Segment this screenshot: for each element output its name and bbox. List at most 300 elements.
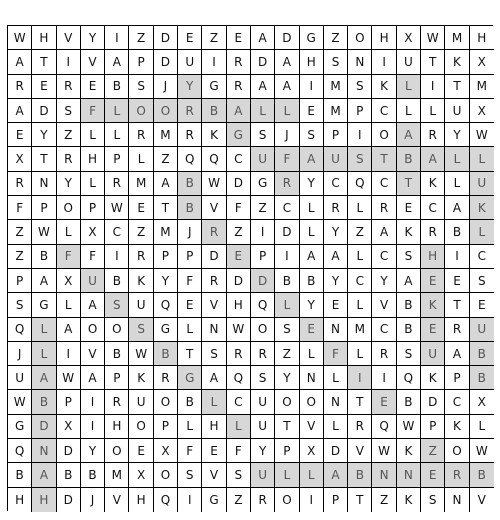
grid-cell[interactable]: I: [300, 488, 324, 512]
grid-cell[interactable]: Z: [202, 26, 226, 50]
grid-cell[interactable]: B: [470, 366, 494, 390]
grid-cell[interactable]: Y: [445, 123, 469, 147]
grid-cell[interactable]: O: [129, 415, 153, 439]
grid-cell[interactable]: T: [348, 488, 372, 512]
grid-cell[interactable]: P: [154, 245, 178, 269]
grid-cell[interactable]: R: [348, 415, 372, 439]
grid-cell[interactable]: L: [251, 99, 275, 123]
grid-cell[interactable]: T: [275, 415, 299, 439]
grid-cell[interactable]: O: [129, 99, 153, 123]
grid-cell[interactable]: H: [8, 488, 32, 512]
grid-cell[interactable]: V: [202, 293, 226, 317]
grid-cell[interactable]: A: [81, 293, 105, 317]
grid-cell[interactable]: N: [202, 318, 226, 342]
grid-cell[interactable]: I: [348, 123, 372, 147]
grid-cell[interactable]: Y: [324, 220, 348, 244]
grid-cell[interactable]: L: [105, 123, 129, 147]
grid-cell[interactable]: S: [348, 75, 372, 99]
grid-cell[interactable]: Q: [397, 366, 421, 390]
grid-cell[interactable]: X: [81, 220, 105, 244]
grid-cell[interactable]: E: [421, 318, 445, 342]
grid-cell[interactable]: R: [57, 75, 81, 99]
grid-cell[interactable]: A: [81, 366, 105, 390]
grid-cell[interactable]: Q: [372, 415, 396, 439]
grid-cell[interactable]: P: [324, 488, 348, 512]
grid-cell[interactable]: R: [324, 196, 348, 220]
grid-cell[interactable]: Q: [154, 488, 178, 512]
grid-cell[interactable]: F: [178, 439, 202, 463]
grid-cell[interactable]: B: [202, 99, 226, 123]
grid-cell[interactable]: C: [372, 172, 396, 196]
grid-cell[interactable]: M: [129, 172, 153, 196]
grid-cell[interactable]: E: [227, 245, 251, 269]
grid-cell[interactable]: H: [227, 293, 251, 317]
grid-cell[interactable]: V: [57, 26, 81, 50]
grid-cell[interactable]: H: [372, 26, 396, 50]
grid-cell[interactable]: A: [275, 50, 299, 74]
grid-cell[interactable]: Q: [348, 172, 372, 196]
grid-cell[interactable]: U: [445, 99, 469, 123]
grid-cell[interactable]: Z: [348, 220, 372, 244]
grid-cell[interactable]: A: [324, 463, 348, 487]
grid-cell[interactable]: E: [324, 293, 348, 317]
grid-cell[interactable]: E: [81, 75, 105, 99]
grid-cell[interactable]: Z: [57, 123, 81, 147]
grid-cell[interactable]: K: [470, 196, 494, 220]
grid-cell[interactable]: I: [445, 245, 469, 269]
grid-cell[interactable]: L: [421, 99, 445, 123]
grid-cell[interactable]: A: [32, 463, 56, 487]
grid-cell[interactable]: R: [202, 269, 226, 293]
grid-cell[interactable]: A: [397, 123, 421, 147]
grid-cell[interactable]: H: [202, 415, 226, 439]
grid-cell[interactable]: I: [81, 415, 105, 439]
grid-cell[interactable]: P: [81, 196, 105, 220]
grid-cell[interactable]: D: [275, 26, 299, 50]
grid-cell[interactable]: B: [470, 463, 494, 487]
grid-cell[interactable]: N: [348, 50, 372, 74]
grid-cell[interactable]: O: [275, 390, 299, 414]
grid-cell[interactable]: T: [421, 50, 445, 74]
grid-cell[interactable]: O: [105, 439, 129, 463]
grid-cell[interactable]: J: [81, 488, 105, 512]
grid-cell[interactable]: M: [470, 75, 494, 99]
grid-cell[interactable]: R: [8, 75, 32, 99]
grid-cell[interactable]: P: [32, 196, 56, 220]
grid-cell[interactable]: D: [227, 269, 251, 293]
grid-cell[interactable]: D: [421, 390, 445, 414]
grid-cell[interactable]: G: [202, 75, 226, 99]
grid-cell[interactable]: M: [154, 123, 178, 147]
grid-cell[interactable]: J: [275, 123, 299, 147]
grid-cell[interactable]: P: [324, 123, 348, 147]
grid-cell[interactable]: L: [348, 245, 372, 269]
grid-cell[interactable]: B: [32, 245, 56, 269]
grid-cell[interactable]: A: [57, 318, 81, 342]
grid-cell[interactable]: R: [445, 318, 469, 342]
grid-cell[interactable]: G: [32, 293, 56, 317]
grid-cell[interactable]: C: [470, 245, 494, 269]
grid-cell[interactable]: A: [421, 147, 445, 171]
grid-cell[interactable]: W: [421, 26, 445, 50]
grid-cell[interactable]: R: [8, 172, 32, 196]
grid-cell[interactable]: P: [154, 415, 178, 439]
grid-cell[interactable]: V: [348, 439, 372, 463]
grid-cell[interactable]: I: [57, 342, 81, 366]
grid-cell[interactable]: T: [154, 196, 178, 220]
grid-cell[interactable]: V: [81, 342, 105, 366]
grid-cell[interactable]: P: [129, 50, 153, 74]
grid-cell[interactable]: D: [154, 26, 178, 50]
grid-cell[interactable]: P: [178, 245, 202, 269]
grid-cell[interactable]: V: [300, 415, 324, 439]
grid-cell[interactable]: A: [32, 269, 56, 293]
grid-cell[interactable]: O: [275, 488, 299, 512]
grid-cell[interactable]: L: [445, 172, 469, 196]
grid-cell[interactable]: N: [300, 366, 324, 390]
grid-cell[interactable]: L: [81, 123, 105, 147]
grid-cell[interactable]: I: [105, 245, 129, 269]
grid-cell[interactable]: E: [178, 26, 202, 50]
grid-cell[interactable]: S: [348, 147, 372, 171]
grid-cell[interactable]: X: [57, 415, 81, 439]
grid-cell[interactable]: L: [32, 342, 56, 366]
grid-cell[interactable]: B: [470, 342, 494, 366]
grid-cell[interactable]: L: [178, 318, 202, 342]
grid-cell[interactable]: P: [8, 269, 32, 293]
grid-cell[interactable]: X: [300, 439, 324, 463]
grid-cell[interactable]: L: [227, 415, 251, 439]
grid-cell[interactable]: A: [445, 196, 469, 220]
grid-cell[interactable]: D: [227, 172, 251, 196]
grid-cell[interactable]: I: [251, 220, 275, 244]
grid-cell[interactable]: T: [372, 147, 396, 171]
grid-cell[interactable]: S: [324, 50, 348, 74]
grid-cell[interactable]: B: [397, 318, 421, 342]
grid-cell[interactable]: E: [129, 196, 153, 220]
grid-cell[interactable]: S: [178, 463, 202, 487]
grid-cell[interactable]: A: [251, 26, 275, 50]
grid-cell[interactable]: O: [154, 390, 178, 414]
grid-cell[interactable]: B: [300, 269, 324, 293]
grid-cell[interactable]: K: [397, 488, 421, 512]
grid-cell[interactable]: C: [348, 269, 372, 293]
grid-cell[interactable]: K: [397, 439, 421, 463]
grid-cell[interactable]: U: [251, 147, 275, 171]
grid-cell[interactable]: R: [372, 342, 396, 366]
grid-cell[interactable]: E: [397, 196, 421, 220]
grid-cell[interactable]: L: [324, 366, 348, 390]
grid-cell[interactable]: Z: [154, 147, 178, 171]
grid-cell[interactable]: U: [129, 390, 153, 414]
grid-cell[interactable]: Y: [300, 293, 324, 317]
grid-cell[interactable]: Y: [81, 26, 105, 50]
grid-cell[interactable]: A: [372, 220, 396, 244]
grid-cell[interactable]: F: [8, 196, 32, 220]
grid-cell[interactable]: E: [421, 463, 445, 487]
grid-cell[interactable]: R: [251, 342, 275, 366]
grid-cell[interactable]: K: [372, 75, 396, 99]
grid-cell[interactable]: H: [105, 415, 129, 439]
grid-cell[interactable]: U: [397, 50, 421, 74]
grid-cell[interactable]: Z: [8, 245, 32, 269]
grid-cell[interactable]: W: [32, 220, 56, 244]
grid-cell[interactable]: X: [470, 390, 494, 414]
grid-cell[interactable]: D: [32, 415, 56, 439]
grid-cell[interactable]: B: [154, 342, 178, 366]
grid-cell[interactable]: L: [348, 342, 372, 366]
grid-cell[interactable]: N: [324, 390, 348, 414]
grid-cell[interactable]: I: [300, 75, 324, 99]
grid-cell[interactable]: K: [129, 366, 153, 390]
grid-cell[interactable]: C: [445, 390, 469, 414]
grid-cell[interactable]: A: [105, 50, 129, 74]
grid-cell[interactable]: R: [227, 75, 251, 99]
grid-cell[interactable]: B: [397, 293, 421, 317]
grid-cell[interactable]: P: [105, 147, 129, 171]
grid-cell[interactable]: L: [470, 147, 494, 171]
grid-cell[interactable]: E: [202, 439, 226, 463]
grid-cell[interactable]: Z: [8, 220, 32, 244]
grid-cell[interactable]: S: [105, 293, 129, 317]
grid-cell[interactable]: K: [202, 123, 226, 147]
grid-cell[interactable]: C: [372, 318, 396, 342]
grid-cell[interactable]: G: [178, 366, 202, 390]
grid-cell[interactable]: L: [275, 463, 299, 487]
grid-cell[interactable]: P: [421, 415, 445, 439]
grid-cell[interactable]: G: [300, 26, 324, 50]
grid-cell[interactable]: R: [105, 390, 129, 414]
grid-cell[interactable]: Y: [300, 172, 324, 196]
grid-cell[interactable]: L: [300, 220, 324, 244]
grid-cell[interactable]: Q: [202, 147, 226, 171]
grid-cell[interactable]: I: [178, 488, 202, 512]
grid-cell[interactable]: E: [32, 75, 56, 99]
grid-cell[interactable]: A: [202, 366, 226, 390]
grid-cell[interactable]: L: [470, 220, 494, 244]
grid-cell[interactable]: Y: [324, 269, 348, 293]
grid-cell[interactable]: V: [372, 293, 396, 317]
grid-cell[interactable]: D: [154, 50, 178, 74]
grid-cell[interactable]: C: [227, 390, 251, 414]
grid-cell[interactable]: B: [105, 342, 129, 366]
grid-cell[interactable]: Q: [227, 366, 251, 390]
grid-cell[interactable]: L: [32, 318, 56, 342]
grid-cell[interactable]: L: [300, 463, 324, 487]
grid-cell[interactable]: R: [129, 123, 153, 147]
grid-cell[interactable]: V: [105, 488, 129, 512]
grid-cell[interactable]: W: [105, 196, 129, 220]
grid-cell[interactable]: U: [129, 293, 153, 317]
grid-cell[interactable]: O: [372, 123, 396, 147]
grid-cell[interactable]: W: [470, 439, 494, 463]
grid-cell[interactable]: O: [445, 439, 469, 463]
grid-cell[interactable]: P: [57, 390, 81, 414]
grid-cell[interactable]: L: [324, 415, 348, 439]
grid-cell[interactable]: N: [397, 463, 421, 487]
grid-cell[interactable]: Z: [227, 220, 251, 244]
grid-cell[interactable]: N: [445, 488, 469, 512]
grid-cell[interactable]: P: [348, 99, 372, 123]
grid-cell[interactable]: B: [105, 269, 129, 293]
grid-cell[interactable]: B: [178, 196, 202, 220]
grid-cell[interactable]: E: [300, 99, 324, 123]
grid-cell[interactable]: I: [202, 50, 226, 74]
grid-cell[interactable]: S: [251, 366, 275, 390]
grid-cell[interactable]: Z: [372, 488, 396, 512]
grid-cell[interactable]: C: [421, 196, 445, 220]
grid-cell[interactable]: N: [372, 463, 396, 487]
grid-cell[interactable]: U: [324, 147, 348, 171]
grid-cell[interactable]: I: [372, 50, 396, 74]
grid-cell[interactable]: A: [300, 245, 324, 269]
grid-cell[interactable]: K: [129, 269, 153, 293]
grid-cell[interactable]: O: [105, 318, 129, 342]
grid-cell[interactable]: M: [324, 99, 348, 123]
grid-cell[interactable]: A: [324, 245, 348, 269]
grid-cell[interactable]: E: [8, 123, 32, 147]
grid-cell[interactable]: T: [445, 75, 469, 99]
grid-cell[interactable]: R: [421, 123, 445, 147]
grid-cell[interactable]: K: [421, 172, 445, 196]
grid-cell[interactable]: E: [445, 269, 469, 293]
grid-cell[interactable]: E: [421, 269, 445, 293]
grid-cell[interactable]: Y: [275, 366, 299, 390]
grid-cell[interactable]: G: [202, 488, 226, 512]
grid-cell[interactable]: L: [348, 293, 372, 317]
grid-cell[interactable]: O: [300, 390, 324, 414]
grid-cell[interactable]: I: [348, 366, 372, 390]
grid-cell[interactable]: Z: [129, 220, 153, 244]
grid-cell[interactable]: X: [57, 269, 81, 293]
grid-cell[interactable]: I: [275, 245, 299, 269]
grid-cell[interactable]: S: [129, 318, 153, 342]
grid-cell[interactable]: Z: [421, 439, 445, 463]
grid-cell[interactable]: M: [105, 463, 129, 487]
grid-cell[interactable]: B: [397, 390, 421, 414]
grid-cell[interactable]: L: [57, 293, 81, 317]
grid-cell[interactable]: H: [129, 488, 153, 512]
grid-cell[interactable]: B: [348, 463, 372, 487]
grid-cell[interactable]: Z: [324, 26, 348, 50]
grid-cell[interactable]: W: [8, 390, 32, 414]
grid-cell[interactable]: R: [129, 245, 153, 269]
grid-cell[interactable]: D: [32, 99, 56, 123]
grid-cell[interactable]: T: [445, 293, 469, 317]
grid-cell[interactable]: B: [445, 220, 469, 244]
grid-cell[interactable]: S: [57, 99, 81, 123]
grid-cell[interactable]: S: [227, 463, 251, 487]
grid-cell[interactable]: R: [105, 172, 129, 196]
grid-cell[interactable]: A: [8, 50, 32, 74]
grid-cell[interactable]: F: [227, 196, 251, 220]
grid-cell[interactable]: D: [202, 245, 226, 269]
grid-cell[interactable]: V: [202, 463, 226, 487]
grid-cell[interactable]: P: [445, 366, 469, 390]
grid-cell[interactable]: T: [32, 50, 56, 74]
grid-cell[interactable]: C: [275, 196, 299, 220]
grid-cell[interactable]: R: [154, 366, 178, 390]
grid-cell[interactable]: Z: [251, 196, 275, 220]
grid-cell[interactable]: X: [397, 26, 421, 50]
grid-cell[interactable]: L: [275, 293, 299, 317]
grid-cell[interactable]: A: [445, 342, 469, 366]
grid-cell[interactable]: S: [275, 318, 299, 342]
grid-cell[interactable]: G: [227, 123, 251, 147]
grid-cell[interactable]: Q: [154, 293, 178, 317]
grid-cell[interactable]: W: [397, 415, 421, 439]
grid-cell[interactable]: B: [397, 147, 421, 171]
grid-cell[interactable]: T: [348, 390, 372, 414]
grid-cell[interactable]: X: [470, 99, 494, 123]
grid-cell[interactable]: S: [470, 269, 494, 293]
grid-cell[interactable]: G: [154, 318, 178, 342]
grid-cell[interactable]: A: [8, 99, 32, 123]
grid-cell[interactable]: L: [470, 415, 494, 439]
grid-cell[interactable]: I: [372, 366, 396, 390]
grid-cell[interactable]: K: [397, 220, 421, 244]
grid-cell[interactable]: L: [202, 390, 226, 414]
grid-cell[interactable]: Y: [178, 75, 202, 99]
grid-cell[interactable]: X: [470, 50, 494, 74]
grid-cell[interactable]: E: [372, 390, 396, 414]
grid-cell[interactable]: L: [178, 415, 202, 439]
grid-cell[interactable]: W: [470, 123, 494, 147]
grid-cell[interactable]: L: [129, 147, 153, 171]
grid-cell[interactable]: S: [202, 342, 226, 366]
grid-cell[interactable]: C: [372, 245, 396, 269]
grid-cell[interactable]: U: [251, 415, 275, 439]
grid-cell[interactable]: Y: [251, 439, 275, 463]
grid-cell[interactable]: R: [275, 172, 299, 196]
grid-cell[interactable]: L: [397, 75, 421, 99]
grid-cell[interactable]: J: [8, 342, 32, 366]
grid-cell[interactable]: D: [324, 439, 348, 463]
grid-cell[interactable]: R: [227, 50, 251, 74]
grid-cell[interactable]: B: [57, 463, 81, 487]
grid-cell[interactable]: U: [470, 172, 494, 196]
grid-cell[interactable]: W: [129, 342, 153, 366]
grid-cell[interactable]: A: [227, 99, 251, 123]
grid-cell[interactable]: A: [397, 269, 421, 293]
grid-cell[interactable]: L: [81, 172, 105, 196]
grid-cell[interactable]: R: [57, 147, 81, 171]
grid-cell[interactable]: B: [105, 75, 129, 99]
grid-cell[interactable]: I: [57, 50, 81, 74]
grid-cell[interactable]: J: [178, 220, 202, 244]
grid-cell[interactable]: U: [421, 342, 445, 366]
grid-cell[interactable]: Y: [81, 439, 105, 463]
grid-cell[interactable]: R: [421, 220, 445, 244]
grid-cell[interactable]: S: [300, 123, 324, 147]
grid-cell[interactable]: F: [275, 147, 299, 171]
grid-cell[interactable]: B: [32, 390, 56, 414]
grid-cell[interactable]: P: [251, 245, 275, 269]
grid-cell[interactable]: F: [81, 99, 105, 123]
grid-cell[interactable]: Q: [251, 293, 275, 317]
grid-cell[interactable]: W: [8, 26, 32, 50]
grid-cell[interactable]: O: [57, 196, 81, 220]
grid-cell[interactable]: Y: [57, 172, 81, 196]
grid-cell[interactable]: W: [57, 366, 81, 390]
grid-cell[interactable]: C: [105, 220, 129, 244]
grid-cell[interactable]: S: [129, 75, 153, 99]
grid-cell[interactable]: T: [178, 342, 202, 366]
grid-cell[interactable]: E: [227, 26, 251, 50]
grid-cell[interactable]: P: [105, 366, 129, 390]
grid-cell[interactable]: U: [8, 366, 32, 390]
grid-cell[interactable]: H: [470, 26, 494, 50]
